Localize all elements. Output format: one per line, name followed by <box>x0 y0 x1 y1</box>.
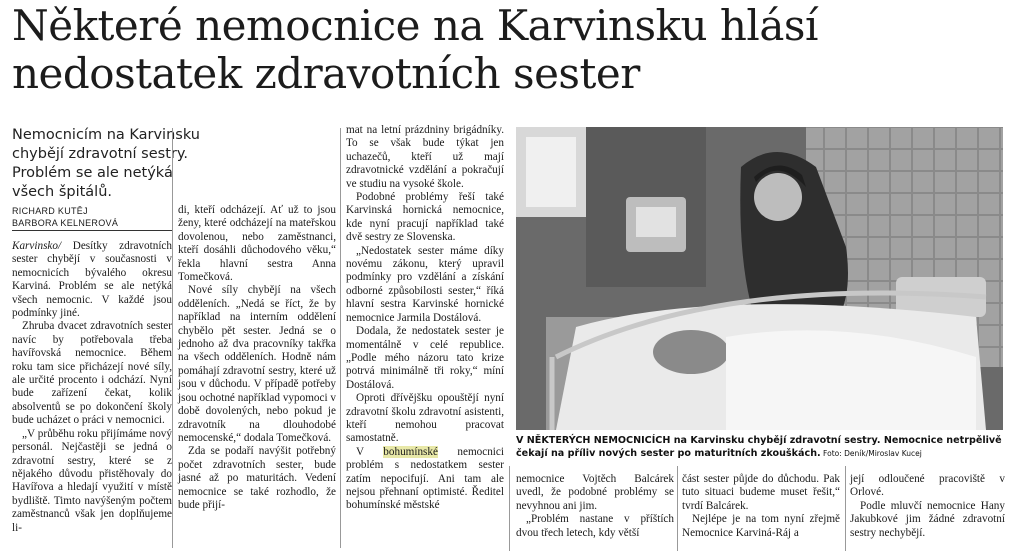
article-photo <box>516 127 1003 430</box>
photo-credit: Foto: Deník/Miroslav Kucej <box>820 449 922 458</box>
column-rule <box>340 128 341 548</box>
column-rule <box>172 128 173 548</box>
paragraph: nemocnice Vojtěch Balcárek uvedl, že podobné problémy se nevyhnou ani jim. <box>516 473 674 512</box>
article-column-5 <box>682 473 840 540</box>
paragraph: Nejlépe je na tom nyní zřejmě Nemocnice Karviná-Ráj a <box>682 513 840 539</box>
paragraph: Oproti dřívějšku opouštějí nyní zdravotní školu zdravotní asistenti, kteří nemohou pracovat samostatně. <box>346 392 504 445</box>
article-column-1 <box>12 240 172 535</box>
column-rule <box>509 466 510 551</box>
paragraph: Karvinsko/ Desítky zdravotních sester chybějí v současnosti v nemocnicích bývalého okresu Karviná. Problém se ale netýká všech nemocnic. V každé jsou podmínky jiné. <box>12 240 172 320</box>
article-column-4 <box>516 473 674 540</box>
article-column-3 <box>346 124 504 513</box>
photo-caption: V NĚKTERÝCH NEMOCNICÍCH na Karvinsku chybějí zdravotní sestry. Nemocnice netrpělivě čekají na příliv nových sester po maturitních zkouškách. Foto: Deník/Miroslav Kucej <box>516 435 1002 459</box>
paragraph: Dodala, že nedostatek sester je momentálně v celé republice. „Podle mého názoru tato krize potrvá minimálně tři roky,“ míní Dostálová. <box>346 325 504 391</box>
column-rule <box>845 466 846 551</box>
dateline: Karvinsko/ <box>12 240 62 252</box>
headline: Některé nemocnice na Karvinsku hlásí nedostatek zdravotních sester <box>12 1 818 98</box>
paragraph: Zda se podaří navýšit potřebný počet zdravotních sester, bude jasné až po maturitách. Vedení nemocnice se také rozhodlo, že bude přijí- <box>178 445 336 511</box>
byline-rule <box>12 230 172 231</box>
paragraph: Zhruba dvacet zdravotních sester navíc by potřebovala třeba havířovská nemocnice. Během roku tam sice přicházejí nové síly, ale určité procento i odchází. Nyní bude zařízení čekat, kolik absolventů se po dokončení školy bude ucházet o práci v nemocnici. <box>12 320 172 427</box>
article-column-6 <box>850 473 1005 540</box>
paragraph: „Nedostatek sester máme díky novému zákonu, který upravil podmínky pro vzdělání a získání odborné způsobilosti sester,“ říká hlavní sestra Karvinské hornické nemocnice Jarmila Dostálová. <box>346 244 504 324</box>
paragraph: „Problém nastane v příštích dvou třech letech, kdy větší <box>516 513 674 539</box>
column-rule <box>677 466 678 551</box>
paragraph: část sester půjde do důchodu. Pak tuto situaci budeme muset řešit,“ tvrdí Balcárek. <box>682 473 840 512</box>
article-column-2 <box>178 204 336 512</box>
highlighted-word: bohumínské <box>383 445 438 458</box>
paragraph: V bohumínské nemocnici problém s nedostatkem sester zatím nepocifují. Ani tam ale nejsou přehnaní optimisté. Ředitel bohumínské městské <box>346 445 504 512</box>
caption-lead: V NĚKTERÝCH NEMOCNICÍCH <box>516 435 671 446</box>
paragraph: „V průběhu roku přijímáme nový personál. Nejčastěji se jedná o zdravotní sestry, které se z nějakého důvodu přistěhovaly do Havířova a hledají využití v místě bydliště. Timto navýšeným počtem zaměstnanců však jen doplňujeme li- <box>12 427 172 534</box>
paragraph: di, kteří odcházejí. Ať už to jsou ženy, které odcházejí na mateřskou dovolenou, nebo zaměstnanci, kteří dosáhli důchodového věku,“ řekla hlavní sestra Anna Tomečková. <box>178 204 336 284</box>
paragraph: mat na letní prázdniny brigádníky. To se však bude týkat jen uchazečů, kteří už mají zdravotnické vzdělání a pokračují ve studiu na vysoké škole. <box>346 124 504 190</box>
lead-paragraph: Nemocnicím na Karvinsku chybějí zdravotní sestry. Problém se ale netýká všech špitálů. <box>12 127 200 200</box>
hospital-photo <box>516 127 1003 430</box>
paragraph: Nové síly chybějí na všech odděleních. „Nedá se říct, že by například na interním oddělení chybělo pět sester. Jedná se o jednoho až dva pracovníky takřka na všech odděleních. Hodně nám pomáhají zdravotní sestry, které už jsou v důchodu. V případě potřeby jsou ochotné například vypomoci v době dovolených, nebo pokud je zdravotník na dlouhodobé nemocenské,“ dodala Tomečková. <box>178 284 336 444</box>
paragraph: Podle mluvčí nemocnice Hany Jakubkové jim žádné zdravotní sestry nechybějí. <box>850 499 1005 539</box>
author-name: RICHARD KUTĚJ <box>12 206 88 216</box>
author-name: BARBORA KELNEROVÁ <box>12 218 119 228</box>
paragraph: její odloučené pracoviště v Orlové. <box>850 473 1005 499</box>
paragraph: Podobné problémy řeší také Karvinská hornická nemocnice, kde nyní pracují například také dvě sestry ze Slovenska. <box>346 191 504 244</box>
